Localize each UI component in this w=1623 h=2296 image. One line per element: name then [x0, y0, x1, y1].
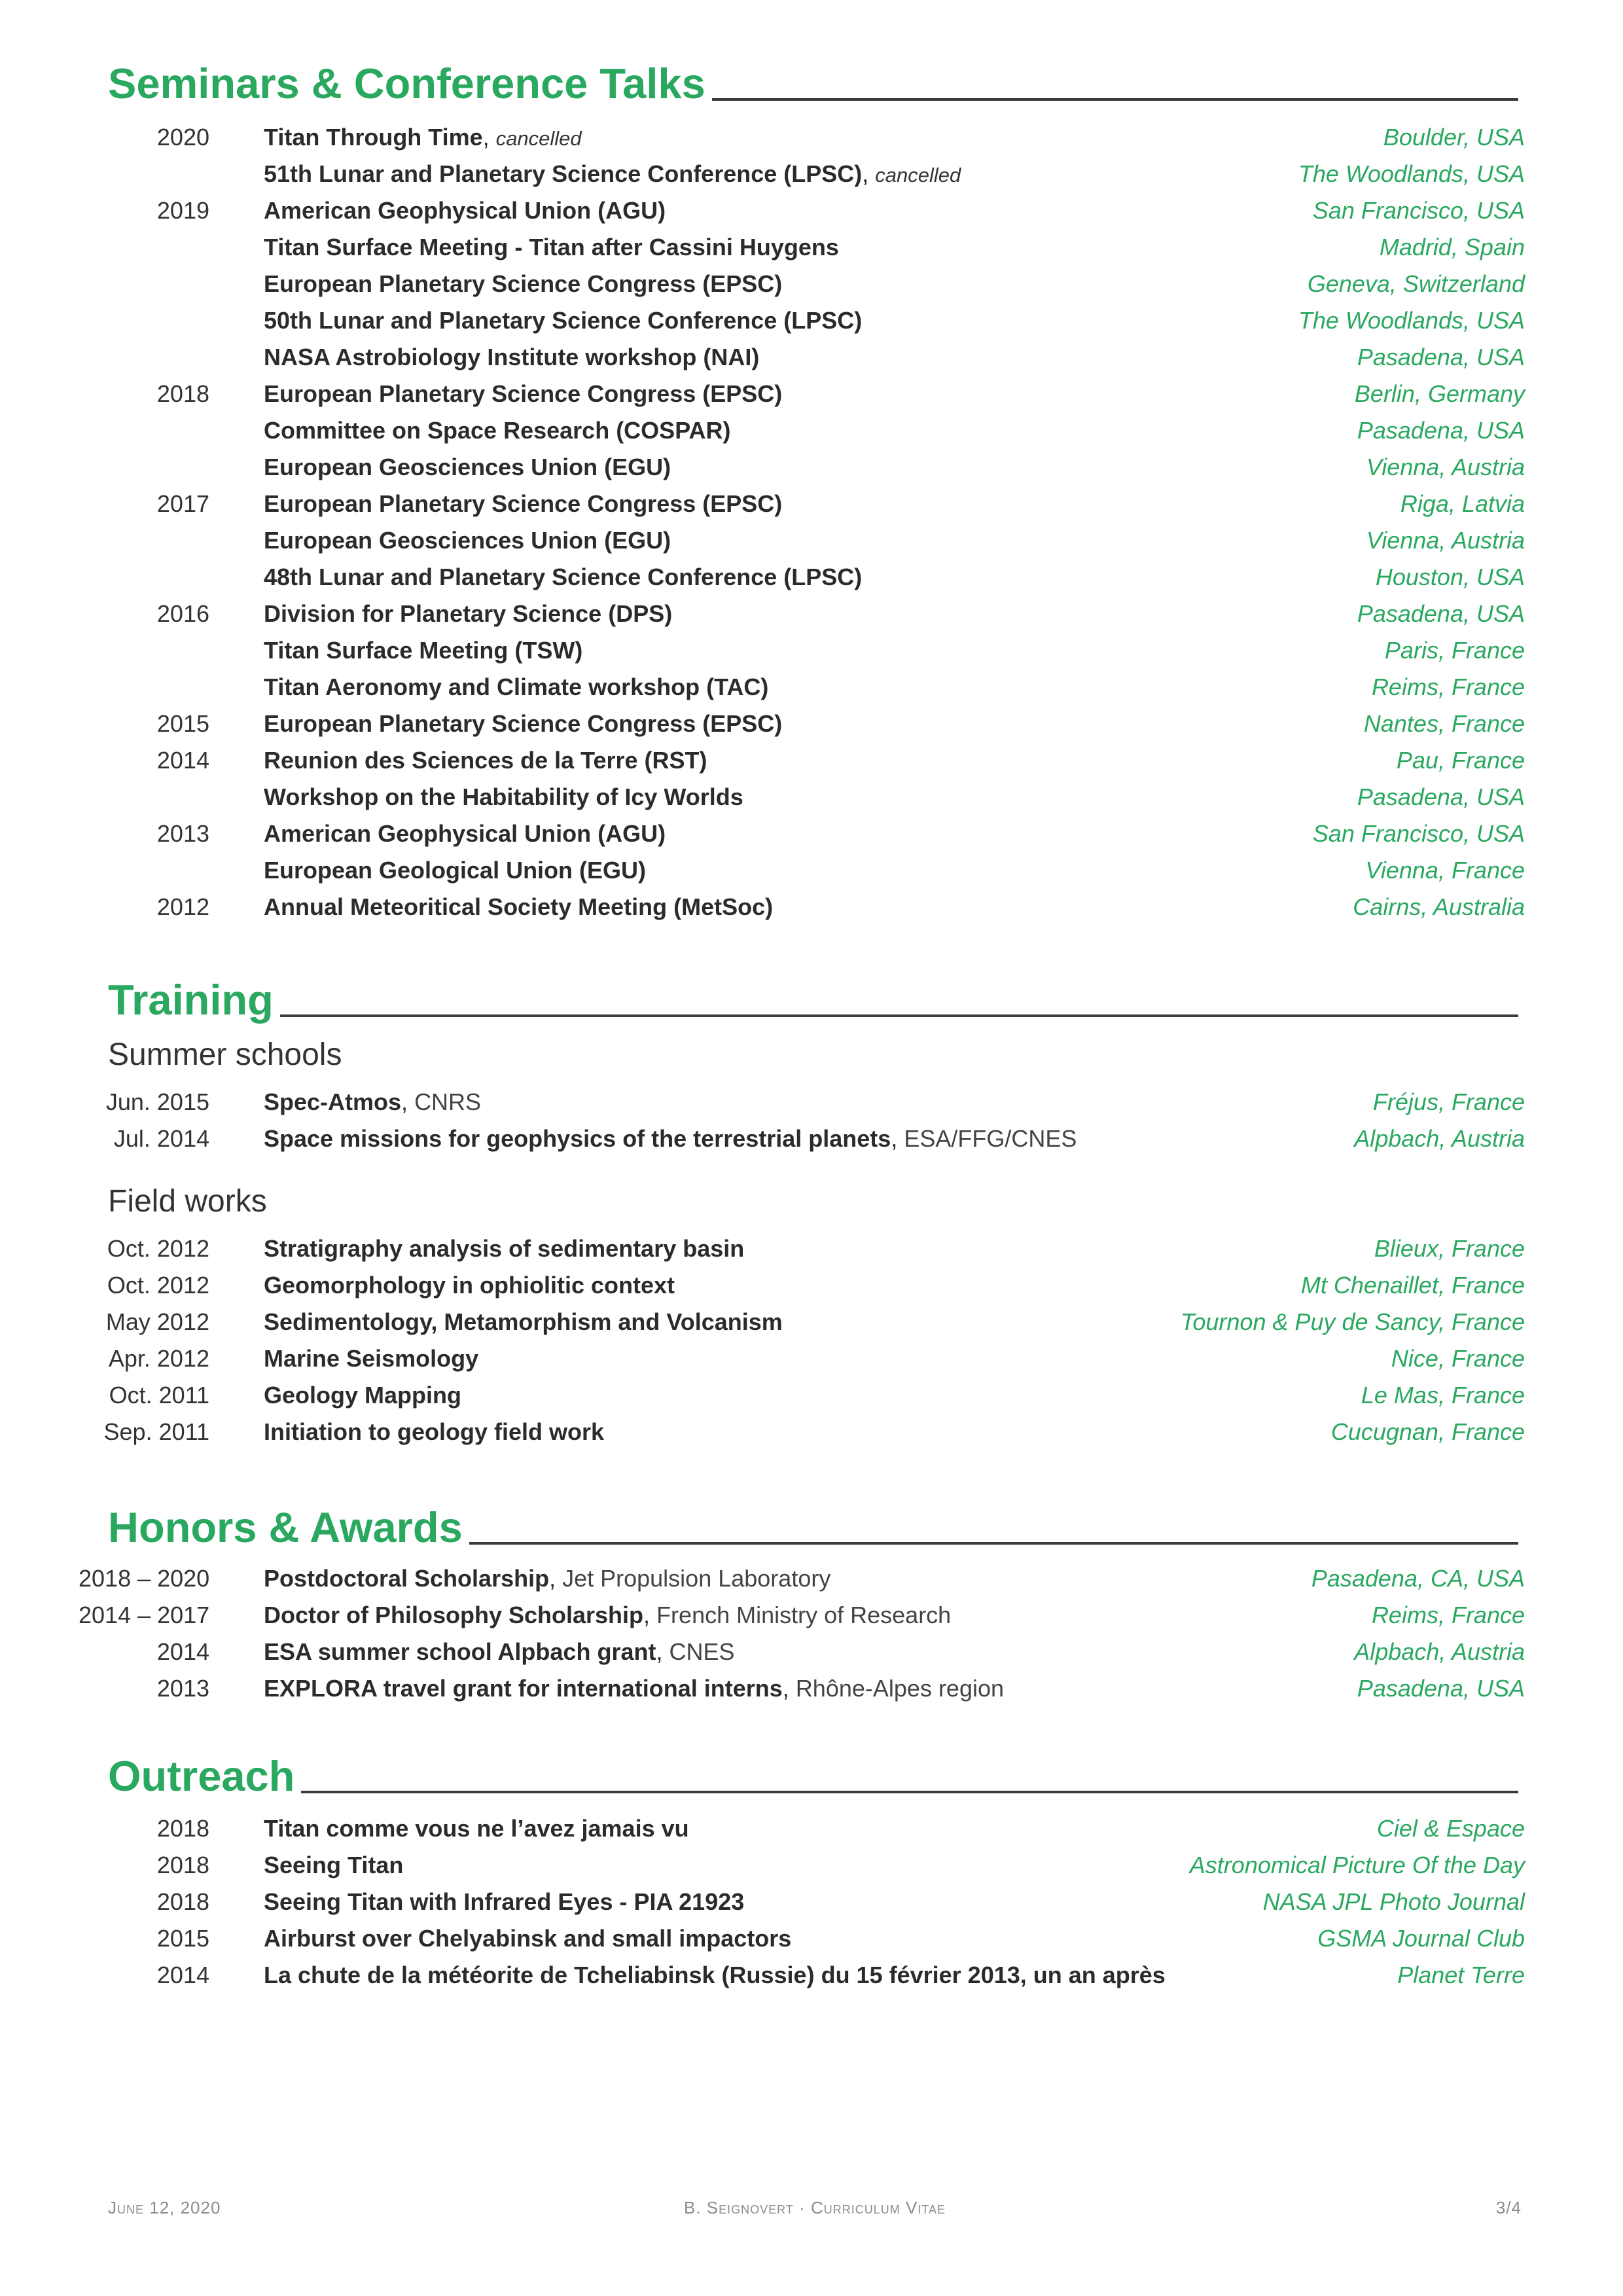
entry-text [264, 376, 782, 412]
entry-title: Titan Aeronomy and Climate workshop (TAC) [264, 673, 769, 700]
entry-title: European Geological Union (EGU) [264, 857, 647, 884]
entry-title: Annual Meteoritical Society Meeting (MetSoc) [264, 893, 774, 920]
subsection-title: Field works [108, 1184, 267, 1219]
entry-text: Postdoctoral Scholarship, Jet Propulsion Laboratory [264, 1565, 831, 1592]
date-label: Jun. 2015 [105, 1088, 209, 1115]
entry-text [264, 852, 646, 889]
location: Alpbach, Austria [1354, 1638, 1525, 1665]
entry-title: Seeing Titan [264, 1852, 404, 1878]
entry-text: Titan Through Time, cancelled [264, 124, 582, 151]
entry-text [264, 449, 671, 486]
location: Le Mas, France [1361, 1382, 1525, 1408]
entry-text [264, 779, 743, 816]
section-title: Seminars & Conference Talks [108, 60, 705, 107]
entry-text [264, 192, 666, 229]
date-label: 2014 [156, 1638, 209, 1665]
date-label: Oct. 2012 [107, 1235, 209, 1262]
entry-text [264, 1847, 403, 1884]
date-label: 2013 [156, 820, 209, 847]
date-label: Oct. 2011 [109, 1382, 209, 1408]
entry-text: 51th Lunar and Planetary Science Conference (LPSC), cancelled [264, 160, 961, 187]
location: Geneva, Switzerland [1307, 270, 1525, 297]
entry-title: EXPLORA travel grant for international interns [264, 1675, 783, 1702]
entry-title: Initiation to geology field work [264, 1418, 604, 1445]
organization: ESA/FFG/CNES [904, 1125, 1077, 1152]
date-label: 2018 [156, 380, 209, 407]
date-label: 2018 – 2020 [79, 1565, 210, 1592]
organization: French Ministry of Research [656, 1602, 952, 1628]
seminar-row [79, 486, 1525, 522]
date-label: 2014 [156, 1962, 209, 1988]
field-work-row [79, 1377, 1525, 1414]
location: Houston, USA [1375, 564, 1525, 590]
entry-title: American Geophysical Union (AGU) [264, 197, 666, 224]
publication: GSMA Journal Club [1317, 1925, 1525, 1952]
entry-title: Space missions for geophysics of the terrestrial planets [264, 1125, 891, 1152]
entry-text [264, 1884, 744, 1920]
entry-title: 50th Lunar and Planetary Science Conference (LPSC) [264, 307, 863, 334]
location: Alpbach, Austria [1354, 1125, 1525, 1152]
location: Boulder, USA [1383, 124, 1525, 151]
seminar-row [79, 119, 1525, 156]
seminar-row [79, 632, 1525, 669]
location: Vienna, Austria [1366, 527, 1525, 554]
status-note: cancelled [495, 127, 582, 150]
seminar-row [79, 229, 1525, 266]
seminar-row [79, 376, 1525, 412]
date-label: 2015 [156, 1925, 209, 1952]
entry-title: 48th Lunar and Planetary Science Conference (LPSC) [264, 564, 863, 590]
entry-text [264, 816, 666, 852]
seminar-row [79, 779, 1525, 816]
publication: NASA JPL Photo Journal [1262, 1888, 1525, 1915]
page-number: 3/4 [1495, 2198, 1522, 2217]
organization: CNES [669, 1638, 735, 1665]
entry-title: Division for Planetary Science (DPS) [264, 600, 673, 627]
entry-title: ESA summer school Alpbach grant [264, 1638, 656, 1665]
location: Berlin, Germany [1354, 380, 1525, 407]
entry-title: European Planetary Science Congress (EPSC) [264, 380, 783, 407]
field-work-row [79, 1230, 1525, 1267]
section-training-header [108, 967, 1518, 1026]
entry-text: EXPLORA travel grant for international interns, Rhône-Alpes region [264, 1675, 1005, 1702]
seminar-row [79, 559, 1525, 596]
entry-title: European Planetary Science Congress (EPSC) [264, 490, 783, 517]
entry-text [264, 412, 731, 449]
summer-school-row [79, 1121, 1525, 1157]
summer-school-row [79, 1084, 1525, 1121]
location: The Woodlands, USA [1298, 307, 1525, 334]
entry-text [264, 632, 582, 669]
section-divider [301, 1791, 1518, 1793]
date-label: May 2012 [105, 1308, 209, 1335]
entry-title: Titan Surface Meeting (TSW) [264, 637, 583, 664]
outreach-row [79, 1847, 1525, 1884]
entry-text [264, 1414, 604, 1450]
entry-text [264, 559, 862, 596]
entry-title: Airburst over Chelyabinsk and small impactors [264, 1925, 792, 1952]
location: Pasadena, USA [1357, 417, 1525, 444]
entry-title: Spec-Atmos [264, 1088, 402, 1115]
outreach-row [79, 1920, 1525, 1957]
entry-text: Doctor of Philosophy Scholarship, French Ministry of Research [264, 1602, 952, 1628]
section-outreach-header [108, 1744, 1518, 1803]
field-work-row [79, 1304, 1525, 1340]
location: San Francisco, USA [1312, 197, 1525, 224]
entry-title: Seeing Titan with Infrared Eyes - PIA 21923 [264, 1888, 745, 1915]
entry-title: Geology Mapping [264, 1382, 461, 1408]
organization: CNRS [414, 1088, 482, 1115]
seminar-row [79, 669, 1525, 706]
seminar-row [79, 596, 1525, 632]
seminar-row [79, 852, 1525, 889]
entry-text [264, 266, 782, 302]
entry-text [264, 1810, 689, 1847]
entry-text [264, 742, 707, 779]
entry-text [264, 486, 782, 522]
entry-title: NASA Astrobiology Institute workshop (NAI) [264, 344, 760, 370]
publication: Planet Terre [1397, 1962, 1525, 1988]
entry-text [264, 339, 759, 376]
location: Paris, France [1384, 637, 1525, 664]
entry-text [264, 706, 782, 742]
seminar-row [79, 449, 1525, 486]
date-label: Sep. 2011 [103, 1418, 209, 1445]
section-title: Honors & Awards [108, 1503, 463, 1551]
location: San Francisco, USA [1312, 820, 1525, 847]
seminar-row [79, 816, 1525, 852]
location: Madrid, Spain [1379, 234, 1525, 260]
award-row [79, 1634, 1525, 1670]
location: Pasadena, USA [1357, 344, 1525, 370]
section-divider [280, 1014, 1518, 1017]
entry-text [264, 669, 768, 706]
entry-title: European Planetary Science Congress (EPSC) [264, 710, 783, 737]
date-label: 2013 [156, 1675, 209, 1702]
seminar-row [79, 266, 1525, 302]
entry-title: Workshop on the Habitability of Icy Worlds [264, 783, 743, 810]
publication: Astronomical Picture Of the Day [1189, 1852, 1525, 1878]
date-label: 2012 [156, 893, 209, 920]
location: Pau, France [1396, 747, 1525, 774]
location: Pasadena, USA [1357, 783, 1525, 810]
location: Mt Chenaillet, France [1300, 1272, 1525, 1299]
location: Cucugnan, France [1330, 1418, 1525, 1445]
entry-text [264, 1920, 791, 1957]
entry-text [264, 522, 671, 559]
location: Blieux, France [1374, 1235, 1525, 1262]
seminar-row [79, 412, 1525, 449]
entry-title: Committee on Space Research (COSPAR) [264, 417, 731, 444]
outreach-row [79, 1884, 1525, 1920]
outreach-row [79, 1957, 1525, 1994]
entry-text [264, 1957, 1166, 1994]
date-label: 2019 [156, 197, 209, 224]
page-footer [108, 2198, 1522, 2224]
date-label: 2014 – 2017 [79, 1602, 210, 1628]
location: Vienna, Austria [1366, 454, 1525, 480]
location: Nantes, France [1363, 710, 1525, 737]
entry-text: Space missions for geophysics of the terrestrial planets, ESA/FFG/CNES [264, 1125, 1077, 1152]
section-title: Training [108, 976, 274, 1024]
section-honors-header [108, 1495, 1518, 1554]
entry-title: Stratigraphy analysis of sedimentary basin [264, 1235, 745, 1262]
footer-date: June 12, 2020 [108, 2198, 221, 2217]
entry-text [264, 1304, 783, 1340]
entry-text [264, 1267, 675, 1304]
location: Nice, France [1391, 1345, 1525, 1372]
seminar-row [79, 706, 1525, 742]
seminar-row [79, 192, 1525, 229]
entry-title: Titan comme vous ne l’avez jamais vu [264, 1815, 689, 1842]
location: Pasadena, USA [1357, 600, 1525, 627]
outreach-row [79, 1810, 1525, 1847]
entry-title: Sedimentology, Metamorphism and Volcanism [264, 1308, 783, 1335]
entry-text [264, 229, 839, 266]
entry-title: American Geophysical Union (AGU) [264, 820, 666, 847]
location: Riga, Latvia [1400, 490, 1525, 517]
date-label: 2018 [156, 1815, 209, 1842]
location: Vienna, France [1365, 857, 1525, 884]
entry-text [264, 596, 672, 632]
seminar-row [79, 522, 1525, 559]
seminar-row [79, 302, 1525, 339]
date-label: 2016 [156, 600, 209, 627]
entry-title: La chute de la météorite de Tcheliabinsk (Russie) du 15 février 2013, un an après [264, 1962, 1166, 1988]
entry-text: ESA summer school Alpbach grant, CNES [264, 1638, 735, 1665]
entry-text [264, 1230, 744, 1267]
date-label: 2014 [156, 747, 209, 774]
location: Cairns, Australia [1353, 893, 1525, 920]
award-row [79, 1670, 1525, 1707]
location: Reims, France [1371, 673, 1525, 700]
entry-title: 51th Lunar and Planetary Science Conference (LPSC) [264, 160, 863, 187]
seminar-row [79, 889, 1525, 925]
location: Pasadena, USA [1357, 1675, 1525, 1702]
organization: Rhône-Alpes region [795, 1675, 1005, 1702]
award-row [79, 1597, 1525, 1634]
entry-text [264, 889, 773, 925]
organization: Jet Propulsion Laboratory [562, 1565, 831, 1592]
location: Reims, France [1371, 1602, 1525, 1628]
entry-title: Geomorphology in ophiolitic context [264, 1272, 675, 1299]
entry-text [264, 302, 862, 339]
location: Pasadena, CA, USA [1311, 1565, 1525, 1592]
date-label: 2018 [156, 1852, 209, 1878]
date-label: 2015 [156, 710, 209, 737]
seminar-row [79, 156, 1525, 192]
entry-title: European Planetary Science Congress (EPSC) [264, 270, 783, 297]
section-title: Outreach [108, 1752, 295, 1800]
entry-title: Postdoctoral Scholarship [264, 1565, 550, 1592]
location: Tournon & Puy de Sancy, France [1180, 1308, 1525, 1335]
date-label: Jul. 2014 [113, 1125, 209, 1152]
field-work-row [79, 1340, 1525, 1377]
entry-text: Spec-Atmos, CNRS [264, 1088, 482, 1115]
entry-title: Titan Surface Meeting - Titan after Cassini Huygens [264, 234, 839, 260]
date-label: 2020 [156, 124, 209, 151]
date-label: Apr. 2012 [108, 1345, 209, 1372]
subsection-title: Summer schools [108, 1037, 342, 1072]
location: Fréjus, France [1372, 1088, 1525, 1115]
date-label: Oct. 2012 [107, 1272, 209, 1299]
section-divider [712, 98, 1518, 101]
field-work-row [79, 1414, 1525, 1450]
section-divider [469, 1542, 1518, 1545]
location: The Woodlands, USA [1298, 160, 1525, 187]
entry-title: European Geosciences Union (EGU) [264, 527, 671, 554]
entry-title: Titan Through Time [264, 124, 483, 151]
seminar-row [79, 742, 1525, 779]
date-label: 2018 [156, 1888, 209, 1915]
date-label: 2017 [156, 490, 209, 517]
entry-title: Reunion des Sciences de la Terre (RST) [264, 747, 707, 774]
publication: Ciel & Espace [1376, 1815, 1525, 1842]
footer-title: B. Seignovert · Curriculum Vitae [684, 2198, 946, 2217]
status-note: cancelled [875, 164, 961, 187]
field-work-row [79, 1267, 1525, 1304]
entry-title: Doctor of Philosophy Scholarship [264, 1602, 644, 1628]
section-seminars-header [108, 51, 1518, 110]
entry-text [264, 1340, 478, 1377]
seminar-row [79, 339, 1525, 376]
entry-title: Marine Seismology [264, 1345, 479, 1372]
award-row [79, 1560, 1525, 1597]
entry-text [264, 1377, 461, 1414]
entry-title: European Geosciences Union (EGU) [264, 454, 671, 480]
